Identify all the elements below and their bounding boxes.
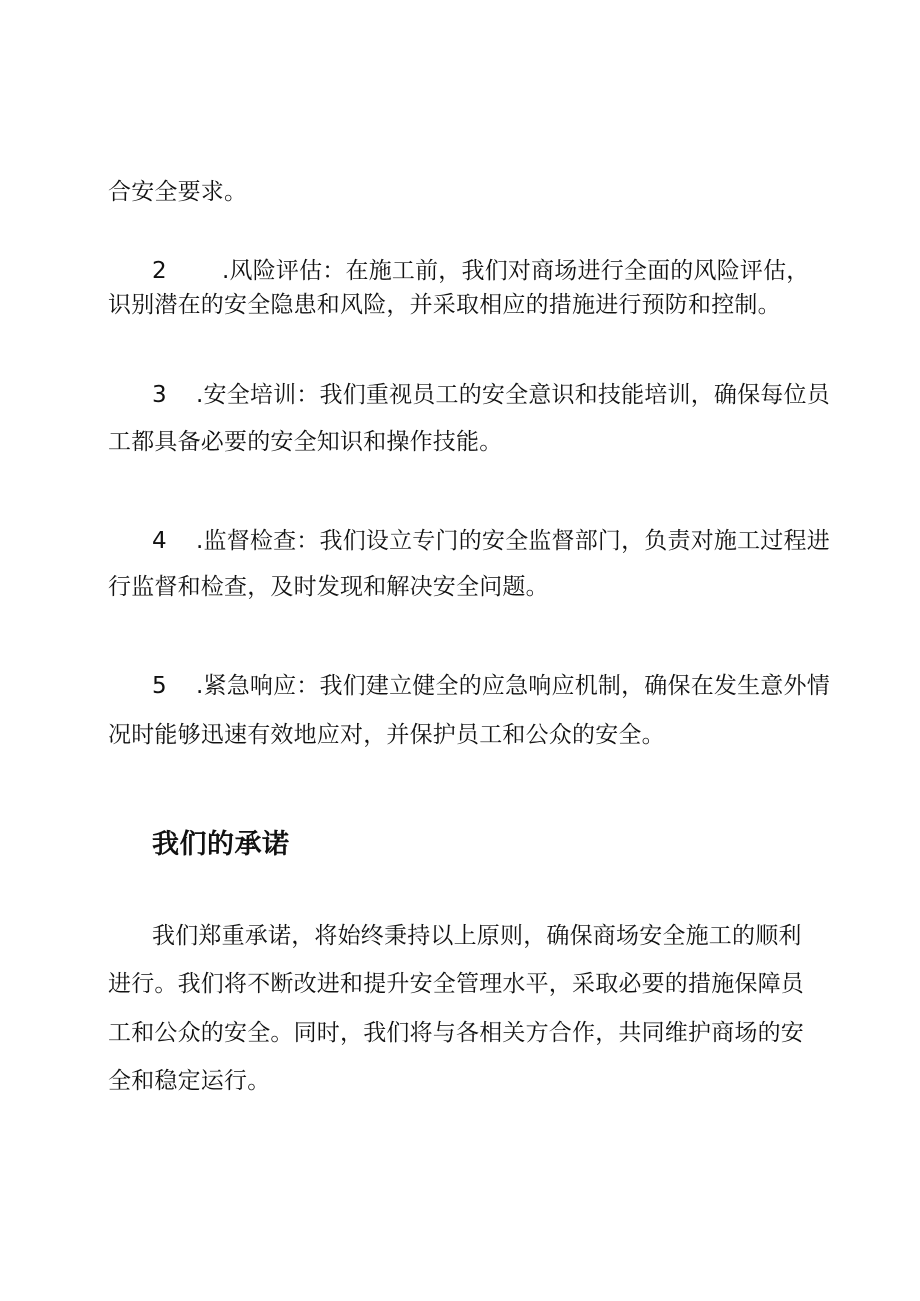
paragraph-line: 全和稳定运行。: [108, 1068, 271, 1094]
item-text-line: 况时能够迅速有效地应对，并保护员工和公众的安全。: [108, 722, 665, 748]
paragraph-line: 进行。我们将不断改进和提升安全管理水平，采取必要的措施保障员: [108, 971, 804, 997]
item-text-line: 识别潜在的安全隐患和风险，并采取相应的措施进行预防和控制。: [108, 292, 781, 318]
paragraph-line: 工和公众的安全。同时，我们将与各相关方合作，共同维护商场的安: [108, 1020, 804, 1046]
item-text-line: .紧急响应：我们建立健全的应急响应机制，确保在发生意外情: [196, 673, 830, 699]
item-number: 4: [152, 528, 167, 554]
item-text-line: 行监督和检查，及时发现和解决安全问题。: [108, 574, 549, 600]
section-heading: 我们的承诺: [152, 829, 290, 860]
item-text-line: .安全培训：我们重视员工的安全意识和技能培训，确保每位员: [196, 382, 830, 408]
continuation-text: 合安全要求。: [108, 179, 248, 205]
item-number: 3: [152, 382, 167, 408]
item-text-line: 工都具备必要的安全知识和操作技能。: [108, 429, 503, 455]
item-text-line: .风险评估：在施工前，我们对商场进行全面的风险评估，: [222, 258, 810, 284]
paragraph-line: 我们郑重承诺，将始终秉持以上原则，确保商场安全施工的顺利: [152, 923, 802, 949]
item-number: 5: [152, 673, 167, 699]
item-text-line: .监督检查：我们设立专门的安全监督部门，负责对施工过程进: [196, 528, 830, 554]
item-number: 2: [152, 258, 167, 284]
